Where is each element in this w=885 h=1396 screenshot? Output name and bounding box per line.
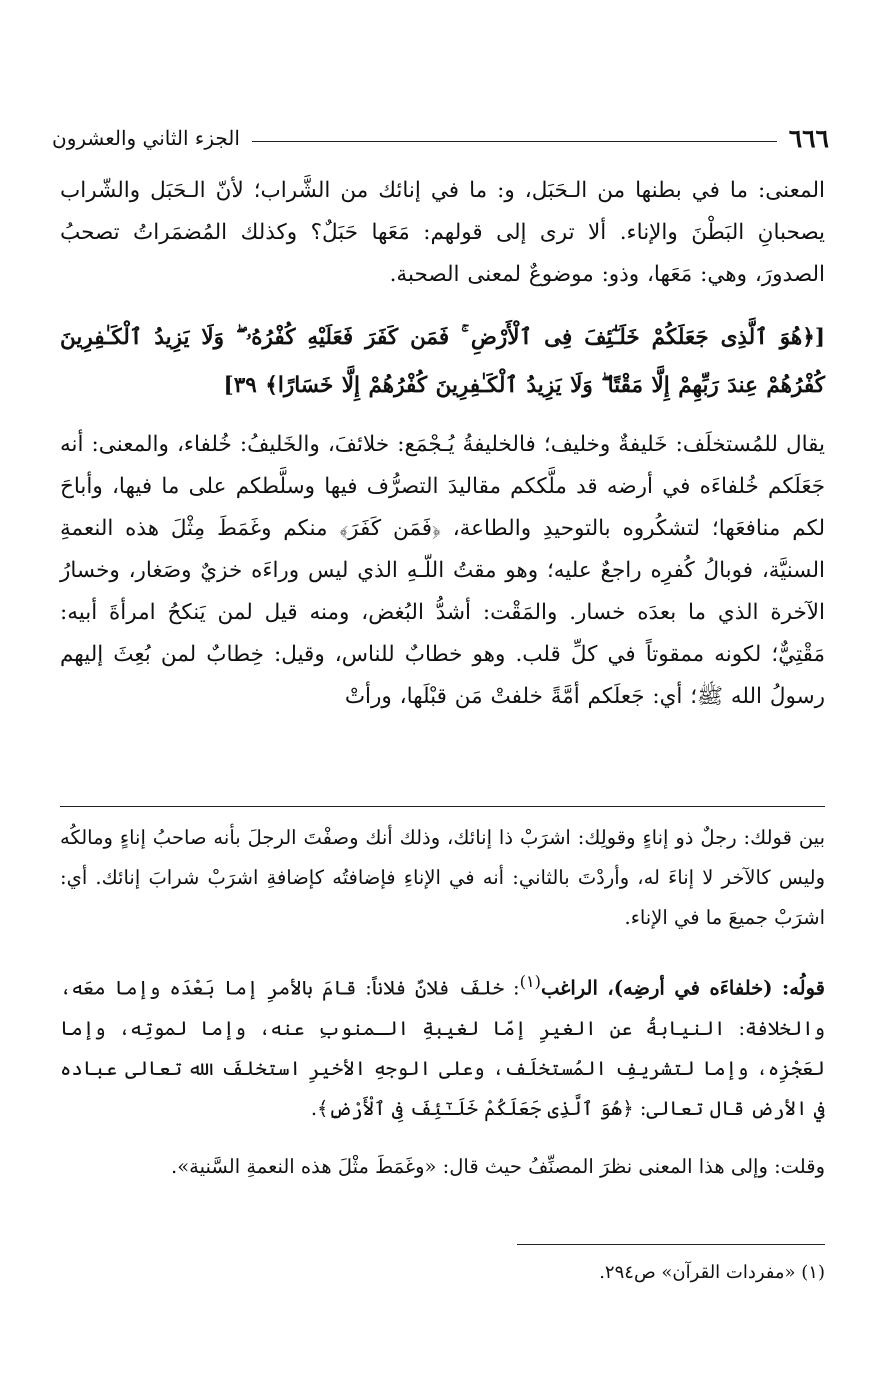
footnote-rule: [517, 1244, 825, 1245]
commentary-paragraph-1: بين قولك: رجلٌ ذو إناءٍ وقولِك: اشرَبْ ذا إنائك، وذلك أنك وصفْتَ الرجلَ بأنه صاحبُ إناءٍ ومالكُه وليس كالآخر لا إناءَ له، وأردْتَ بالثاني: أنه في الإناءِ فإضافتُه كإضافةِ اشرَبْ شرابَ إنائك. أي: اشرَبْ جميعَ ما في الإناء.: [60, 826, 825, 929]
part-title: الجزء الثاني والعشرون: [52, 126, 240, 150]
page-header: [52, 118, 829, 158]
header-rule: [252, 141, 777, 142]
main-text: [60, 170, 825, 718]
main-paragraph-2: يقال للمُستخلَف: خَليفةٌ وخليف؛ فالخليفةُ يُـجْمَع: خلائفَ، والخَليفُ: خُلفاء، والمعنى: أنه جَعَلَكم خُلفاءَه في أرضه قد ملَّككم مقاليدَ التصرُّف فيها وسلَّطكم على ما فيها، وأباحَ لكم منافعَها؛ لتشكُروه بالتوحيدِ والطاعة، ﴿فَمَن كَفَرَ﴾ منكم وغَمَطَ مِثْلَ هذه النعمةِ السنيَّة، فوبالُ كُفرِه راجعٌ عليه؛ وهو مقتُ اللّـهِ الذي ليس وراءَه خزيٌ وصَغار، وخسارُ الآخرة الذي ما بعدَه خسار. والمَقْت: أشدُّ البُغض، ومنه قيل لمن يَنكحُ امرأةَ أبيه: مَقْتِيٌّ؛ لكونه ممقوتاً في كلِّ قلب. وهو خطابٌ للناس، وقيل: خِطابٌ لمن بُعِثَ إليهم رسولُ الله ﷺ؛ أي: جَعلَكم أمَّةً خلفتْ مَن قبْلَها، ورأتْ: [60, 432, 825, 709]
commentary-paragraph-2: [60, 962, 825, 1129]
commentary-lead: قولُه: (خلفاءَه في أرضِه)، الراغب: [540, 976, 825, 1000]
footnote-ref: (١): [519, 972, 541, 991]
page-number: ٦٦٦: [788, 123, 829, 153]
main-paragraph-1: المعنى: ما في بطنها من الـحَبَل، و: ما في إنائك من الشَّراب؛ لأنّ الـحَبَل والشّراب يصحبانِ البَطْنَ والإناء. ألا ترى إلى قولهم: مَعَها حَبَلٌ؟ وكذلك المُضمَراتُ تصحبُ الصدورَ، وهي: مَعَها، وذو: موضوعٌ لمعنى الصحبة.: [60, 178, 825, 287]
quran-verse: [﴿هُوَ ٱلَّذِى جَعَلَكُمْ خَلَـٰٓئِفَ فِى ٱلْأَرْضِ ۚ فَمَن كَفَرَ فَعَلَيْهِ كُفْرُهُۥ ۖ وَلَا يَزِيدُ ٱلْكَـٰفِرِينَ كُفْرُهُمْ عِندَ رَبِّهِمْ إِلَّا مَقْتًا ۖ وَلَا يَزِيدُ ٱلْكَـٰفِرِينَ كُفْرُهُمْ إِلَّا خَسَارًا﴾ ٣٩]: [60, 325, 825, 398]
commentary-body: : خلفَ فلانٌ فلاناً: قامَ بالأمرِ إما بَعْدَه وإما معَه، والخلافة: النيابةُ عن الغيرِ إمّا لغيبةِ الـمنوبِ عنه، وإما لموتِه، وإما لعَجْزِه، وإما لتشريفِ المُستخلَف، وعلى الوجهِ الأخيرِ استخلفَ الله تعالى عباده في الأرض قال تعالى: ﴿هُوَ ٱلَّذِى جَعَلَكُمْ خَلَـٰٓئِفَ فِى ٱلْأَرْضِ﴾.: [60, 976, 825, 1120]
commentary-text: [60, 818, 825, 1187]
commentary-paragraph-3: وقلت: وإلى هذا المعنى نظرَ المصنِّفُ حيث قال: «وغَمَطَ مثْلَ هذه النعمةِ السَّنية».: [171, 1154, 825, 1178]
footnote: (١) «مفردات القرآن» ص٢٩٤.: [599, 1262, 825, 1283]
text-divider: [60, 806, 825, 807]
